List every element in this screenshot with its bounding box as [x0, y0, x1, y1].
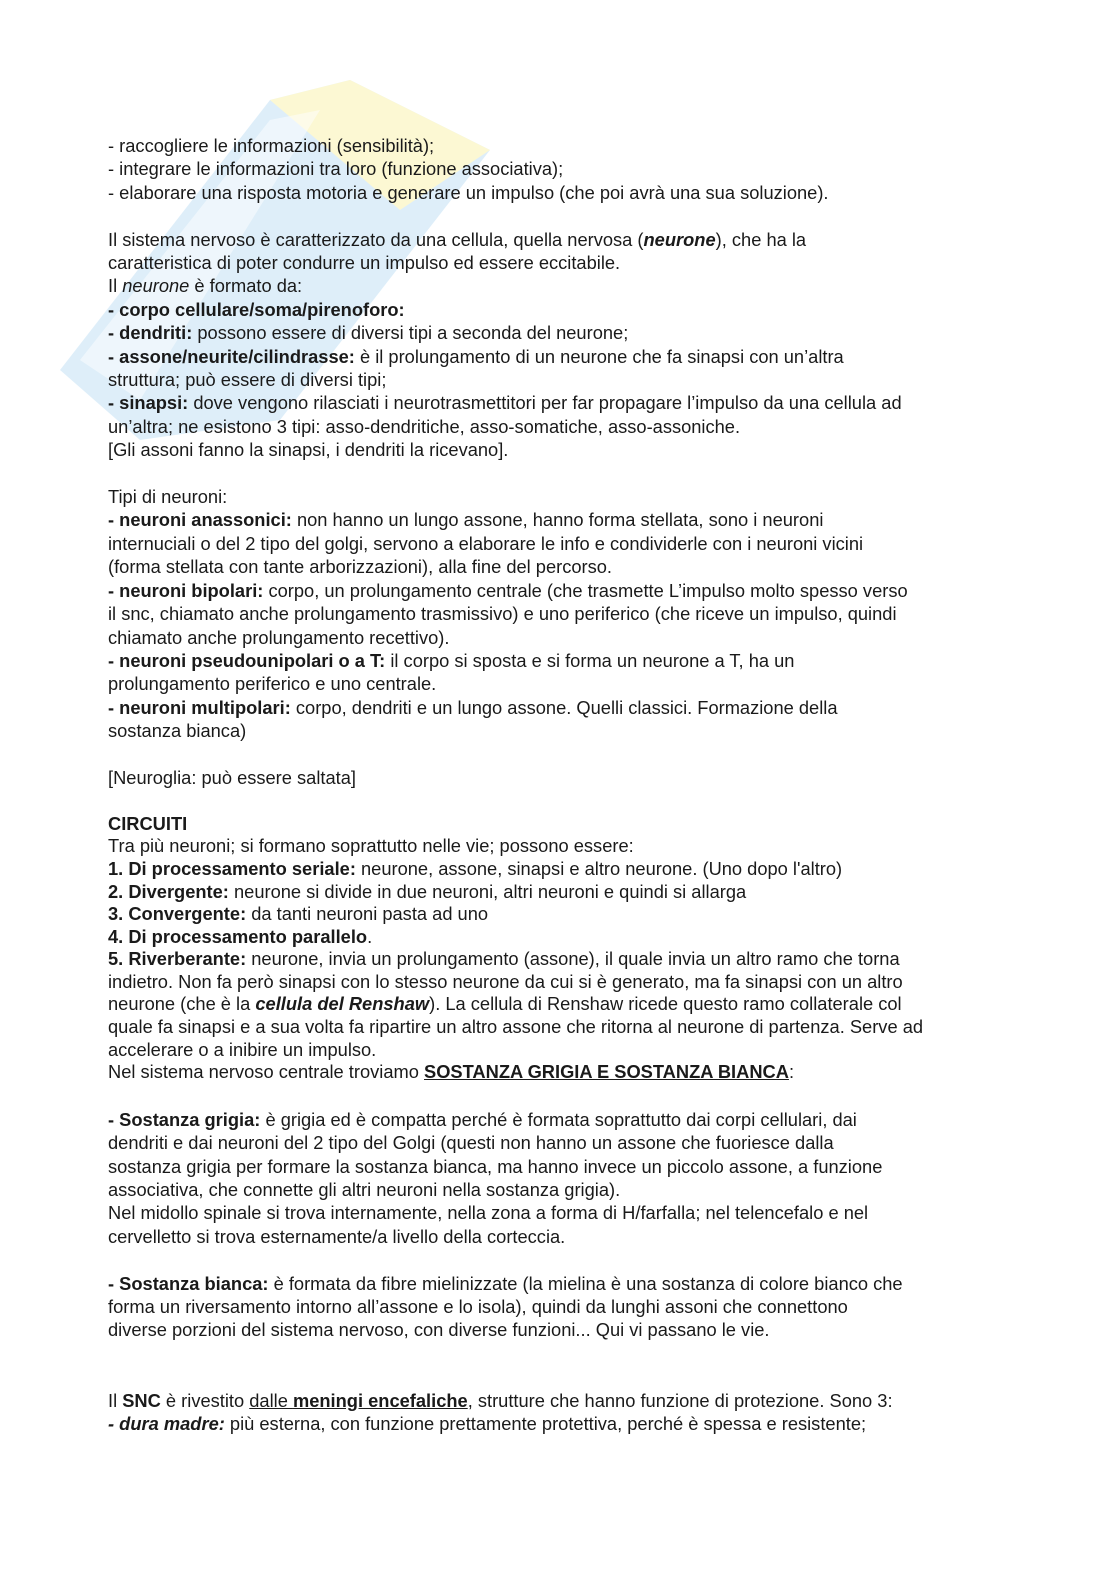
sostanza-grigia-cont: dendriti e dai neuroni del 2 tipo del Golgi (questi non hanno un assone che fuoriesce dalla [108, 1132, 834, 1154]
neuron-intro-line: caratteristica di poter condurre un impulso ed essere eccitabile. [108, 252, 621, 274]
type-pseudounipolari-cont: prolungamento periferico e uno centrale. [108, 673, 437, 695]
circuiti-intro: Tra più neuroni; si formano soprattutto nelle vie; possono essere: [108, 835, 634, 857]
type-bipolari: - neuroni bipolari: corpo, un prolungamento centrale (che trasmette L’impulso molto spesso verso [108, 579, 908, 601]
sostanza-bianca-cont: diverse porzioni del sistema nervoso, con diverse funzioni... Qui vi passano le vie. [108, 1319, 770, 1341]
part-sinapsi: - sinapsi: dove vengono rilasciati i neurotrasmettitori per far propagare l’impulso da una cellula ad [108, 392, 902, 414]
type-anassonici-cont: internuciali o del 2 tipo del golgi, servono a elaborare le info e condividerle con i neuroni vicini [108, 532, 864, 554]
circuit-item: 3. Convergente: da tanti neuroni pasta ad uno [108, 903, 489, 925]
circuit-item: 1. Di processamento seriale: neurone, assone, sinapsi e altro neurone. (Uno dopo l'altro) [108, 857, 843, 879]
circuit-item-cont: neurone (che è la cellula del Renshaw). La cellula di Renshaw ricede questo ramo collaterale col [108, 993, 902, 1015]
type-anassonici: - neuroni anassonici: non hanno un lungo assone, hanno forma stellata, sono i neuroni [108, 509, 824, 531]
sostanza-bianca: - Sostanza bianca: è formata da fibre mielinizzate (la mielina è una sostanza di colore bianco che [108, 1272, 903, 1294]
sostanza-grigia-cont: associativa, che connette gli altri neuroni nella sostanza grigia). [108, 1179, 621, 1201]
meningi-intro: Il SNC è rivestito dalle meningi encefaliche, strutture che hanno funzione di protezione. Sono 3: [108, 1389, 893, 1411]
neuron-intro-line: Il neurone è formato da: [108, 275, 303, 297]
intro-item: - raccogliere le informazioni (sensibilità); [108, 135, 435, 156]
circuit-item: 4. Di processamento parallelo. [108, 925, 373, 947]
circuiti-heading: CIRCUITI [108, 812, 188, 834]
neuron-intro-line: Il sistema nervoso è caratterizzato da una cellula, quella nervosa (neurone), che ha la [108, 228, 807, 250]
intro-item: - integrare le informazioni tra loro (funzione associativa); [108, 158, 564, 180]
part-assone-cont: struttura; può essere di diversi tipi; [108, 369, 387, 391]
circuit-item-cont: quale fa sinapsi e a sua volta fa ripartire un altro assone che ritorna al neurone di partenza. Serve ad [108, 1016, 924, 1038]
part-sinapsi-cont: un’altra; ne esistono 3 tipi: asso-dendritiche, asso-somatiche, asso-assoniche. [108, 415, 741, 437]
type-bipolari-cont: il snc, chiamato anche prolungamento trasmissivo) e uno periferico (che riceve un impulso, quindi [108, 603, 897, 625]
snc-sostanze: Nel sistema nervoso centrale troviamo SOSTANZA GRIGIA E SOSTANZA BIANCA: [108, 1061, 795, 1083]
document-body [108, 134, 1008, 1436]
type-multipolari: - neuroni multipolari: corpo, dendriti e un lungo assone. Quelli classici. Formazione della [108, 696, 838, 718]
part-soma: - corpo cellulare/soma/pirenoforo: [108, 298, 405, 320]
meninge-dura-madre: - dura madre: più esterna, con funzione prettamente protettiva, perché è spessa e resistente; [108, 1413, 867, 1435]
circuit-item: 2. Divergente: neurone si divide in due neuroni, altri neuroni e quindi si allarga [108, 880, 747, 902]
sostanza-grigia-cont: sostanza grigia per formare la sostanza bianca, ma hanno invece un piccolo assone, a funzione [108, 1155, 883, 1177]
sostanza-bianca-cont: forma un riversamento intorno all’assone e lo isola), quindi da lunghi assoni che connettono [108, 1296, 848, 1318]
circuit-item: 5. Riverberante: neurone, invia un prolungamento (assone), il quale invia un altro ramo che torna [108, 948, 900, 970]
type-anassonici-cont: (forma stellata con tante arborizzazioni), alla fine del percorso. [108, 556, 612, 578]
circuit-item-cont: accelerare o a inibire un impulso. [108, 1038, 377, 1060]
sostanza-grigia: - Sostanza grigia: è grigia ed è compatta perché è formata soprattutto dai corpi cellulari, dai [108, 1108, 857, 1130]
parts-note: [Gli assoni fanno la sinapsi, i dendriti la ricevano]. [108, 439, 509, 461]
type-multipolari-cont: sostanza bianca) [108, 720, 247, 742]
sostanza-grigia-cont: cervelletto si trova esternamente/a livello della corteccia. [108, 1225, 566, 1247]
intro-item: - elaborare una risposta motoria e generare un impulso (che poi avrà una sua soluzione). [108, 181, 829, 203]
part-assone: - assone/neurite/cilindrasse: è il prolungamento di un neurone che fa sinapsi con un’altra [108, 345, 844, 367]
type-bipolari-cont: chiamato anche prolungamento recettivo). [108, 626, 450, 648]
circuit-item-cont: indietro. Non fa però sinapsi con lo stesso neurone da cui si è generato, ma fa sinapsi con un altro [108, 970, 903, 992]
type-pseudounipolari: - neuroni pseudounipolari o a T: il corpo si sposta e si forma un neurone a T, ha un [108, 649, 795, 671]
neuroglia-note: [Neuroglia: può essere saltata] [108, 766, 356, 788]
part-dendriti: - dendriti: possono essere di diversi tipi a seconda del neurone; [108, 322, 629, 344]
sostanza-grigia-cont: Nel midollo spinale si trova internamente, nella zona a forma di H/farfalla; nel telencefalo e nel [108, 1202, 869, 1224]
types-heading: Tipi di neuroni: [108, 486, 228, 508]
